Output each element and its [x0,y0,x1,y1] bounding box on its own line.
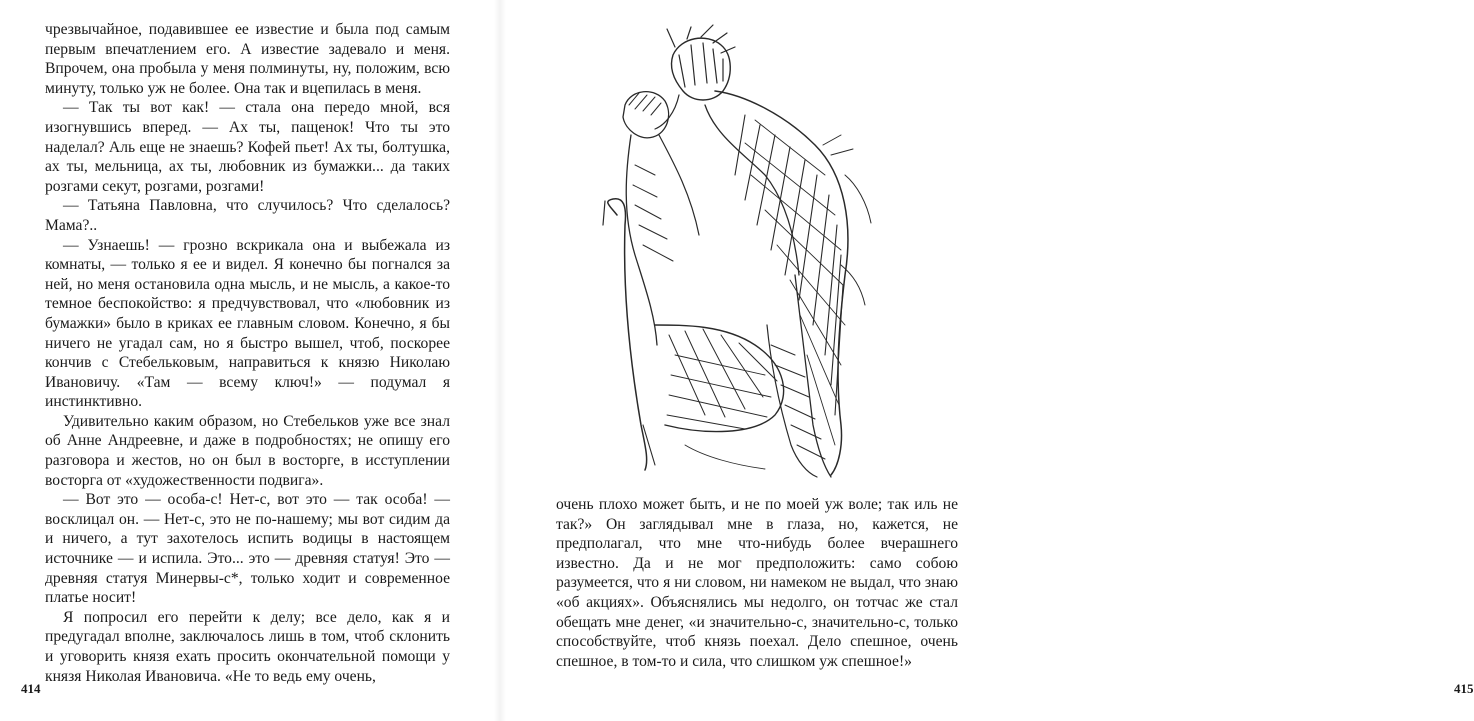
left-page-text [45,20,450,686]
sketch-two-figures-icon [595,25,940,480]
paragraph: — Так ты вот как! — стала она передо мной, вся изогнувшись вперед. — Ах ты, пащенок! Что ты это наделал? Аль еще не знаешь? Кофей пьет! Ах ты, болтушка, ах ты, мельница, ах ты, любовник из бумажки... да таких розгами секут, розгами, розгами! [45,99,450,195]
paragraph: Удивительно каким образом, но Стебельков уже все знал об Анне Андреевне, и даже в подробностях; не опишу его разговора и жестов, но он был в восторге, в исступлении восторга от «художественности подвига». [45,412,450,489]
page-number-left: 414 [21,681,41,696]
paragraph: — Вот это — особа-с! Нет-с, вот это — так особа! — восклицал он. — Нет-с, это не по-нашему; мы вот сидим да и ничего, а тут захотелось испить водицы в настоящем источнике — и испила. Это... это — древняя статуя! Это — древняя статуя Минервы-с*, только ходит и современное платье носит! [45,491,450,607]
paragraph: чрезвычайное, подавившее ее известие и была под самым первым впечатлением его. А известие задевало и меня. Впрочем, она пробыла у меня полминуты, ну, положим, всю минуту, только уж не более. Она так и вцепилась в меня. [45,21,450,97]
paragraph: — Татьяна Павловна, что случилось? Что сделалось? Мама?.. [45,197,450,234]
paragraph: очень плохо может быть, и не по моей уж воле; так иль не так?» Он заглядывал мне в глаза, но, кажется, не предполагал, что мне что-нибудь более вчерашнего известно. Да и не мог предположить: само собою разумеется, что я ни словом, ни намеком не выдал, что знаю «об акциях». Объяснялись мы недолго, он тотчас же стал обещать мне денег, «и значительно-с, значительно-с, только способствуйте, чтоб князь поехал. Дело спешное, очень спешное, в том-то и сила, что слишком уж спешное!» [556,496,958,670]
page-number-right: 415 [1454,681,1474,696]
right-page-text [556,495,958,671]
paragraph: — Узнаешь! — грозно вскрикала она и выбежала из комнаты, — только я ее и видел. Я конечно бы погнался за ней, но меня остановила одна мысль, и не мысль, а какое-то темное беспокойство: я предчувствовал, что «любовник из бумажки» было в криках ее главным словом. Конечно, я бы ничего не угадал сам, но я быстро вышел, чтоб, поскорее кончив с Стебельковым, направиться к князю Николаю Ивановичу. «Там — всему ключ!» — подумал я инстинктивно. [45,236,450,411]
paragraph: Я попросил его перейти к делу; все дело, как я и предугадал вполне, заключалось лишь в том, чтоб склонить и уговорить князя ехать просить окончательной помощи у князя Николая Ивановича. «Не то ведь ему очень, [45,608,450,685]
left-page [0,0,500,721]
